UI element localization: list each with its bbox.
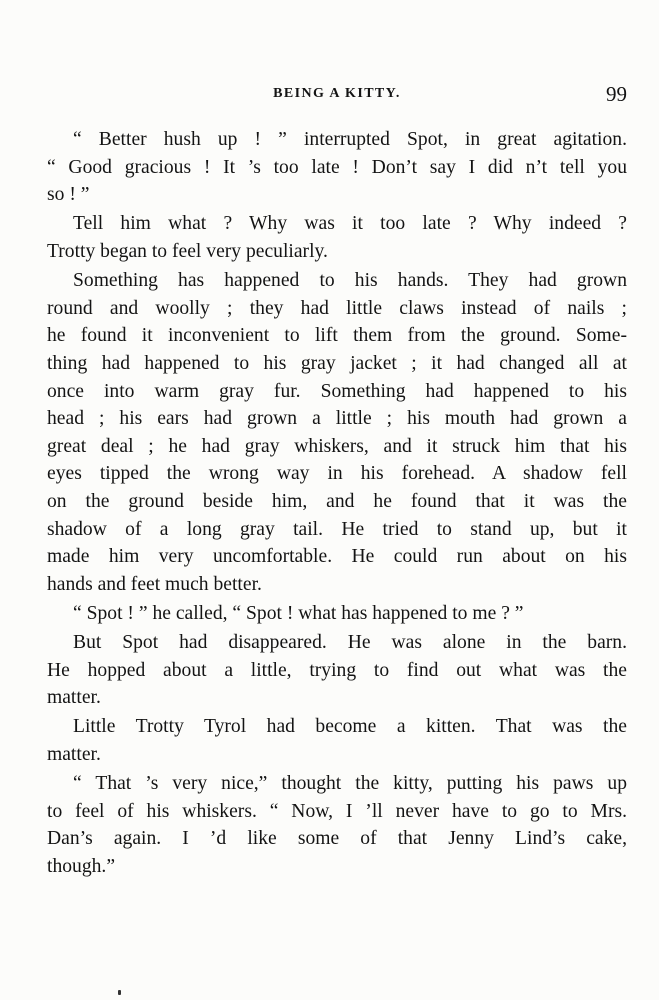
text-line: so ! ” [47, 184, 90, 206]
print-speck [118, 990, 121, 995]
text-line: though.” [47, 856, 116, 877]
text-line: thing had happened to his gray jacket ; it had changed all at [47, 352, 627, 374]
text-line: Trotty began to feel very peculiarly. [47, 240, 328, 262]
running-title: BEING A KITTY. [273, 86, 401, 101]
text-line: Tell him what ? Why was it too late ? Why indeed ? [73, 213, 627, 235]
text-line: shadow of a long gray tail. He tried to stand up, but it [47, 518, 627, 540]
paragraph [47, 770, 627, 880]
text-line: eyes tipped the wrong way in his forehead. A shadow fell [47, 463, 627, 485]
text-line: Something has happened to his hands. They had grown [73, 270, 627, 292]
text-line: “ Spot ! ” he called, “ Spot ! what has happened to me ? ” [73, 602, 524, 624]
text-line: round and woolly ; they had little claws instead of nails ; [47, 297, 627, 319]
page-number: 99 [606, 82, 627, 106]
paragraph [47, 600, 627, 628]
text-line: hands and feet much better. [47, 573, 262, 595]
paragraph [47, 210, 627, 265]
text-line: matter. [47, 687, 101, 709]
body-text [47, 126, 627, 882]
text-line: Little Trotty Tyrol had become a kitten. That was the [73, 716, 627, 738]
text-line: matter. [47, 744, 101, 766]
text-line: on the ground beside him, and he found that it was the [47, 490, 627, 512]
text-line: “ Better hush up ! ” interrupted Spot, in great agitation. [73, 129, 627, 150]
text-line: He hopped about a little, trying to find out what was the [47, 659, 627, 681]
paragraph [47, 713, 627, 768]
text-line: “ Good gracious ! It ’s too late ! Don’t say I did n’t tell you [47, 156, 627, 178]
text-line: once into warm gray fur. Something had happened to his [47, 380, 627, 402]
text-line: But Spot had disappeared. He was alone in the barn. [73, 632, 627, 654]
paragraph [47, 629, 627, 712]
running-head [47, 82, 627, 112]
text-line: head ; his ears had grown a little ; his mouth had grown a [47, 408, 627, 430]
text-line: he found it inconvenient to lift them from the ground. Some- [47, 325, 627, 347]
paragraph [47, 126, 627, 209]
text-line: to feel of his whiskers. “ Now, I ’ll never have to go to Mrs. [47, 800, 627, 822]
paragraph [47, 267, 627, 598]
text-line: made him very uncomfortable. He could run about on his [47, 546, 627, 568]
text-line: “ That ’s very nice,” thought the kitty, putting his paws up [73, 773, 627, 795]
text-line: Dan’s again. I ’d like some of that Jenny Lind’s cake, [47, 828, 627, 850]
text-line: great deal ; he had gray whiskers, and it struck him that his [47, 435, 627, 457]
